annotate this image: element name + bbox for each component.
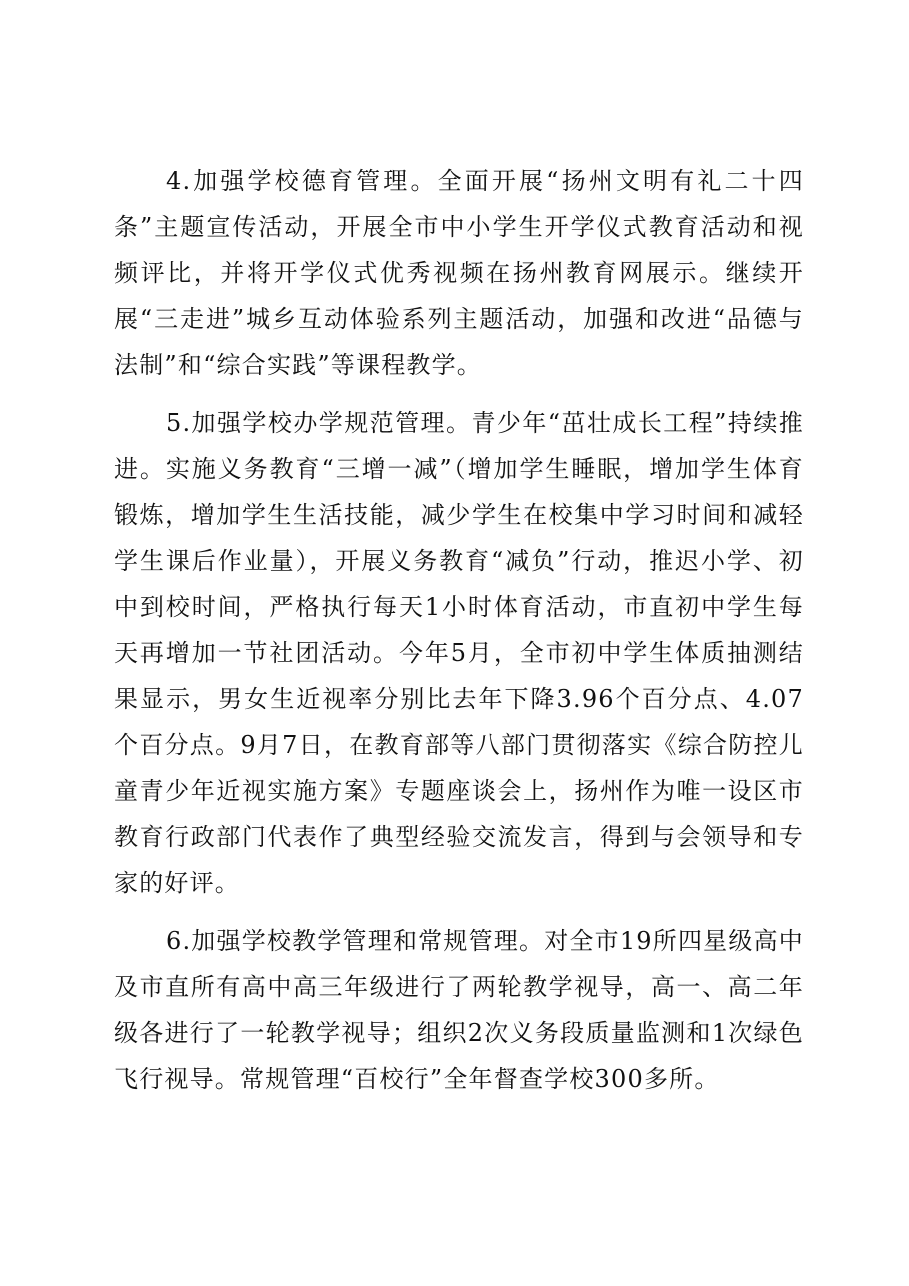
paragraph-moral-education: 4.加强学校德育管理。全面开展“扬州文明有礼二十四条”主题宣传活动，开展全市中小学生开学仪式教育活动和视频评比，并将开学仪式优秀视频在扬州教育网展示。继续开展“三走进”城乡互动体验系列主题活动，加强和改进“品德与法制”和“综合实践”等课程教学。 [114,167,804,379]
paragraph-school-standards: 5.加强学校办学规范管理。青少年“茁壮成长工程”持续推进。实施义务教育“三增一减”（增加学生睡眠，增加学生体育锻炼，增加学生生活技能，减少学生在校集中学习时间和减轻学生课后作业量），开展义务教育“减负”行动，推迟小学、初中到校时间，严格执行每天1小时体育活动，市直初中学生每天再增加一节社团活动。今年5月，全市初中学生体质抽测结果显示，男女生近视率分别比去年下降3.96个百分点、4.07个百分点。9月7日，在教育部等八部门贯彻落实《综合防控儿童青少年近视实施方案》专题座谈会上，扬州作为唯一设区市教育行政部门代表作了典型经验交流发言，得到与会领导和专家的好评。 [114,409,804,897]
document-body [114,158,804,1102]
paragraph-teaching-management: 6.加强学校教学管理和常规管理。对全市19所四星级高中及市直所有高中高三年级进行了两轮教学视导，高一、高二年级各进行了一轮教学视导；组织2次义务段质量监测和1次绿色飞行视导。常规管理“百校行”全年督查学校300多所。 [114,927,804,1093]
